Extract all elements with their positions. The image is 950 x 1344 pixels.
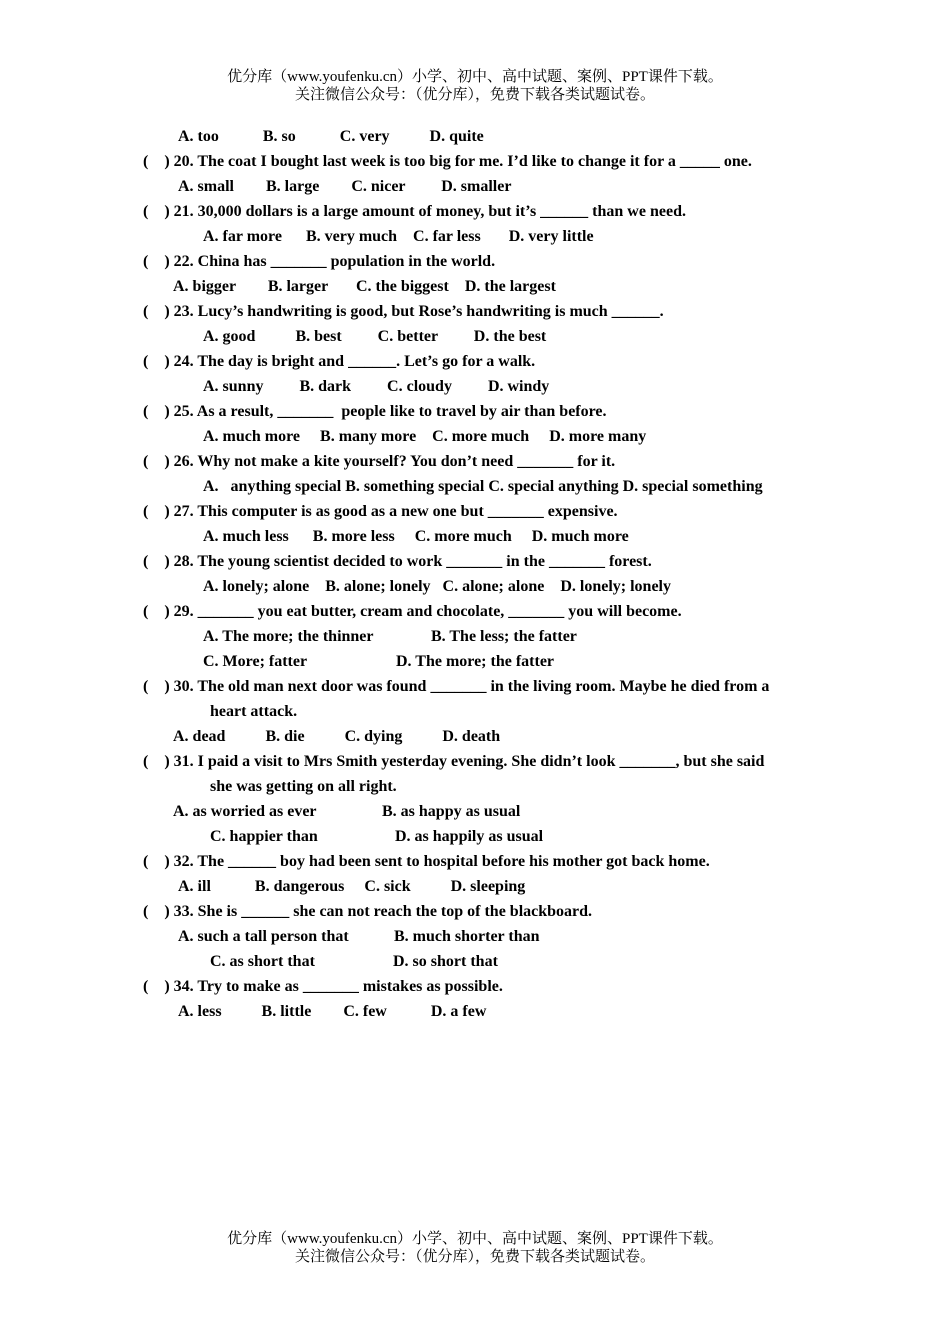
q20-options: A. small B. large C. nicer D. smaller [178,178,512,195]
q25-stem: ( ) 25. As a result, _______ people like to travel by air than before. [143,403,607,420]
q22-stem: ( ) 22. China has _______ population in the world. [143,253,496,270]
q23-options: A. good B. best C. better D. the best [203,328,547,345]
q27-options: A. much less B. more less C. more much D. much more [203,528,629,545]
q22-options: A. bigger B. larger C. the biggest D. the largest [173,278,556,295]
q26-stem: ( ) 26. Why not make a kite yourself? You don’t need _______ for it. [143,453,616,470]
q29-option-a: A. The more; the thinner [203,628,374,645]
q19-options: A. too B. so C. very D. quite [178,128,484,145]
q29-stem: ( ) 29. _______ you eat butter, cream and chocolate, _______ you will become. [143,603,682,620]
q33-option-a: A. such a tall person that [178,928,349,945]
footer-line-1: 优分库（www.youfenku.cn）小学、初中、高中试题、案例、PPT课件下载。 [227,1231,723,1247]
q27-stem: ( ) 27. This computer is as good as a new one but _______ expensive. [143,503,618,520]
q21-stem: ( ) 21. 30,000 dollars is a large amount of money, but it’s ______ than we need. [143,203,686,220]
q31-option-a: A. as worried as ever [173,803,317,820]
q26-options: A. anything special B. something special C. special anything D. special something [203,478,763,495]
q32-stem: ( ) 32. The ______ boy had been sent to hospital before his mother got back home. [143,853,710,870]
q33-option-b: B. much shorter than [394,928,540,945]
footer-line-2: 关注微信公众号：（优分库），免费下载各类试题试卷。 [294,1249,655,1265]
q33-option-d: D. so short that [393,953,498,970]
q21-options: A. far more B. very much C. far less D. very little [203,228,594,245]
q31-option-b: B. as happy as usual [382,803,521,820]
q24-stem: ( ) 24. The day is bright and ______. Let’s go for a walk. [143,353,536,370]
q31-stem-cont: she was getting on all right. [210,778,397,795]
q31-stem: ( ) 31. I paid a visit to Mrs Smith yesterday evening. She didn’t look _______, but she said [143,753,765,770]
q24-options: A. sunny B. dark C. cloudy D. windy [203,378,550,395]
q33-option-c: C. as short that [210,953,315,970]
q23-stem: ( ) 23. Lucy’s handwriting is good, but Rose’s handwriting is much ______. [143,303,664,320]
header-line-2: 关注微信公众号：（优分库），免费下载各类试题试卷。 [294,87,655,103]
q34-stem: ( ) 34. Try to make as _______ mistakes as possible. [143,978,503,995]
q30-stem: ( ) 30. The old man next door was found _______ in the living room. Maybe he died from a [143,678,770,695]
q31-option-c: C. happier than [210,828,318,845]
q32-options: A. ill B. dangerous C. sick D. sleeping [178,878,526,895]
q29-option-b: B. The less; the fatter [431,628,577,645]
q28-options: A. lonely; alone B. alone; lonely C. alone; alone D. lonely; lonely [203,578,671,595]
q29-option-c: C. More; fatter [203,653,308,670]
q33-stem: ( ) 33. She is ______ she can not reach the top of the blackboard. [143,903,593,920]
header-line-1: 优分库（www.youfenku.cn）小学、初中、高中试题、案例、PPT课件下载。 [227,69,723,85]
q30-stem-cont: heart attack. [210,703,298,720]
q20-stem: ( ) 20. The coat I bought last week is too big for me. I’d like to change it for a _____ one. [143,153,752,170]
q28-stem: ( ) 28. The young scientist decided to work _______ in the _______ forest. [143,553,652,570]
q29-option-d: D. The more; the fatter [396,653,555,670]
q25-options: A. much more B. many more C. more much D. more many [203,428,647,445]
q30-options: A. dead B. die C. dying D. death [173,728,501,745]
q34-options: A. less B. little C. few D. a few [178,1003,487,1020]
q31-option-d: D. as happily as usual [395,828,544,845]
